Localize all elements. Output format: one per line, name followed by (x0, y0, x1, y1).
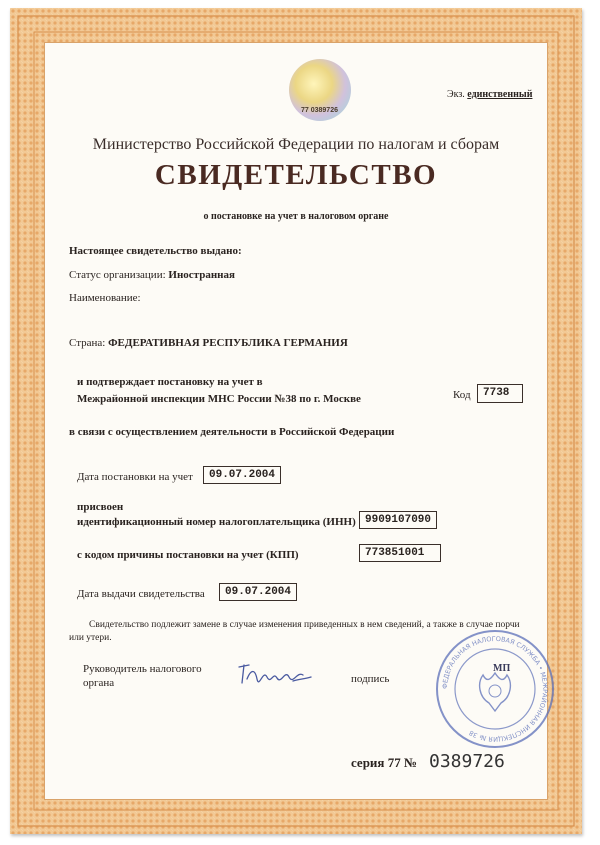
series-number: 0389726 (429, 751, 505, 772)
assigned-label: присвоен (77, 501, 124, 513)
copy-label-text: Экз. (447, 89, 465, 100)
hologram-number: 77 0389726 (301, 107, 338, 114)
series-row (351, 755, 417, 771)
sign-label: подпись (351, 673, 390, 685)
country-value: ФЕДЕРАТИВНАЯ РЕСПУБЛИКА ГЕРМАНИЯ (108, 337, 348, 349)
code-label: Код (453, 389, 471, 401)
notice-line-1: Свидетельство подлежит замене в случае изменения приведенных в нем сведений, а также в случае порчи (89, 620, 520, 630)
certificate-title: СВИДЕТЕЛЬСТВО (154, 159, 438, 191)
stamp-ring-text: ФЕДЕРАЛЬНАЯ НАЛОГОВАЯ СЛУЖБА • МЕЖРАЙОННАЯ ИНСПЕКЦИЯ № 38 (440, 634, 550, 744)
country-label: Страна: (69, 337, 106, 349)
series-label: серия (351, 755, 385, 770)
country-row (69, 337, 348, 349)
inn-value-box: 9909107090 (359, 511, 437, 529)
copy-value: единственный (467, 89, 533, 100)
reg-date-label: Дата постановки на учет (77, 471, 193, 483)
status-row (69, 269, 235, 281)
status-value: Иностранная (168, 269, 235, 281)
inn-label: идентификационный номер налогоплательщика (ИНН) (77, 516, 356, 528)
series-value: 77 (387, 755, 401, 770)
issue-date-box: 09.07.2004 (219, 583, 297, 601)
copy-label (447, 89, 532, 100)
kpp-label: с кодом причины постановки на учет (КПП) (77, 549, 299, 561)
activity-line: в связи с осуществлением деятельности в Российской Федерации (69, 426, 395, 438)
confirm-line: и подтверждает постановку на учет в (77, 376, 263, 388)
official-stamp (433, 627, 557, 751)
kpp-value-box: 773851001 (359, 544, 441, 562)
inspection-name: Межрайонной инспекции МНС России №38 по г. Москве (77, 393, 361, 405)
certificate-sheet (10, 8, 582, 834)
head-label-line-2: органа (83, 677, 115, 689)
head-label-line-1: Руководитель налогового (83, 663, 202, 675)
svg-text:ФЕДЕРАЛЬНАЯ НАЛОГОВАЯ СЛУЖБА • (441, 635, 549, 743)
notice-line-2: или утери. (69, 633, 112, 643)
issued-label: Настоящее свидетельство выдано: (69, 245, 242, 257)
name-label: Наименование: (69, 292, 141, 304)
issue-date-label: Дата выдачи свидетельства (77, 588, 205, 600)
stamp-mp-label: МП (493, 663, 511, 674)
status-label: Статус организации: (69, 269, 166, 281)
number-sign: № (403, 755, 418, 770)
certificate-inner-panel (44, 42, 548, 800)
ministry-name: Министерство Российской Федерации по налогам и сборам (92, 136, 500, 153)
code-value-box: 7738 (477, 384, 523, 403)
signature-image (235, 659, 315, 689)
reg-date-box: 09.07.2004 (203, 466, 281, 484)
certificate-subtitle: о постановке на учет в налоговом органе (203, 211, 389, 222)
